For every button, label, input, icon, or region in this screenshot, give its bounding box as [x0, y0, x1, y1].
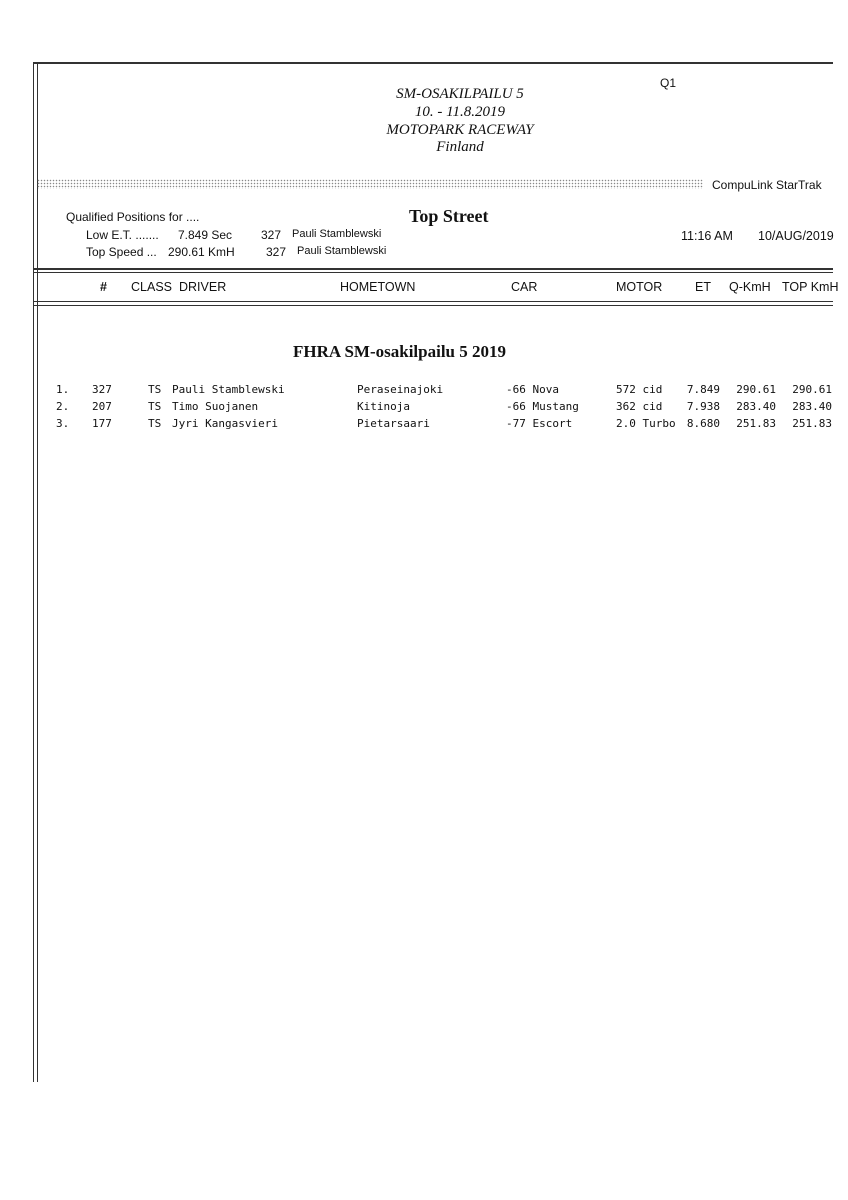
row-number: 207: [92, 400, 112, 413]
row-motor: 362 cid: [616, 400, 663, 413]
row-hometown: Kitinoja: [357, 400, 410, 413]
low-et-label: Low E.T. .......: [86, 228, 159, 242]
section-title: FHRA SM-osakilpailu 5 2019: [293, 342, 507, 361]
row-position: 2.: [56, 400, 70, 413]
event-dates: 10. - 11.8.2019: [414, 104, 506, 120]
class-title: Top Street: [409, 206, 489, 226]
mid-rule-2: [33, 272, 833, 273]
row-class: TS: [148, 383, 162, 396]
row-topkmh: 283.40: [792, 400, 832, 413]
col-qkmh: Q-KmH: [729, 280, 771, 294]
col-num: #: [100, 280, 107, 294]
top-speed-label: Top Speed ...: [86, 245, 157, 259]
row-et: 8.680: [686, 417, 720, 430]
row-driver: Pauli Stamblewski: [172, 383, 285, 396]
event-title: SM-OSAKILPAILU 5: [396, 86, 524, 102]
qualified-label: Qualified Positions for ....: [66, 210, 200, 224]
row-car: -66 Mustang: [506, 400, 579, 413]
low-et-driver: Pauli Stamblewski: [292, 228, 382, 240]
header-rule-2: [33, 305, 833, 306]
row-et: 7.849: [686, 383, 720, 396]
header-rule-1: [33, 301, 833, 302]
top-speed-number: 327: [266, 245, 287, 259]
brand-label: CompuLink StarTrak: [712, 178, 822, 192]
row-hometown: Peraseinajoki: [357, 383, 444, 396]
row-number: 327: [92, 383, 112, 396]
top-speed-driver: Pauli Stamblewski: [297, 245, 387, 257]
row-topkmh: 251.83: [792, 417, 832, 430]
row-class: TS: [148, 400, 162, 413]
col-car: CAR: [511, 280, 538, 294]
low-et-number: 327: [261, 228, 282, 242]
row-class: TS: [148, 417, 162, 430]
event-venue: MOTOPARK RACEWAY: [386, 122, 534, 138]
col-motor: MOTOR: [616, 280, 663, 294]
left-border-inner: [37, 62, 38, 1082]
top-speed-value: 290.61 KmH: [168, 245, 235, 259]
row-car: -66 Nova: [506, 383, 559, 396]
col-topkmh: TOP KmH: [782, 280, 839, 294]
row-qkmh: 290.61: [736, 383, 776, 396]
row-topkmh: 290.61: [792, 383, 832, 396]
row-et: 7.938: [686, 400, 720, 413]
row-driver: Jyri Kangasvieri: [172, 417, 278, 430]
row-driver: Timo Suojanen: [172, 400, 259, 413]
row-motor: 2.0 Turbo: [616, 417, 676, 430]
col-et: ET: [695, 280, 711, 294]
mid-rule-1: [33, 268, 833, 270]
row-qkmh: 251.83: [736, 417, 776, 430]
row-position: 1.: [56, 383, 70, 396]
low-et-value: 7.849 Sec: [178, 228, 233, 242]
col-class: CLASS: [131, 280, 172, 294]
left-border-outer: [33, 62, 34, 1082]
session-label: Q1: [660, 76, 677, 90]
col-driver: DRIVER: [179, 280, 227, 294]
row-qkmh: 283.40: [736, 400, 776, 413]
event-country: Finland: [436, 139, 484, 155]
report-date: 10/AUG/2019: [758, 229, 834, 243]
report-time: 11:16 AM: [681, 229, 733, 243]
row-car: -77 Escort: [506, 417, 573, 430]
col-hometown: HOMETOWN: [340, 280, 416, 294]
row-hometown: Pietarsaari: [357, 417, 430, 430]
dotted-band: [37, 179, 703, 189]
row-number: 177: [92, 417, 112, 430]
row-position: 3.: [56, 417, 70, 430]
top-rule: [33, 62, 833, 64]
row-motor: 572 cid: [616, 383, 663, 396]
